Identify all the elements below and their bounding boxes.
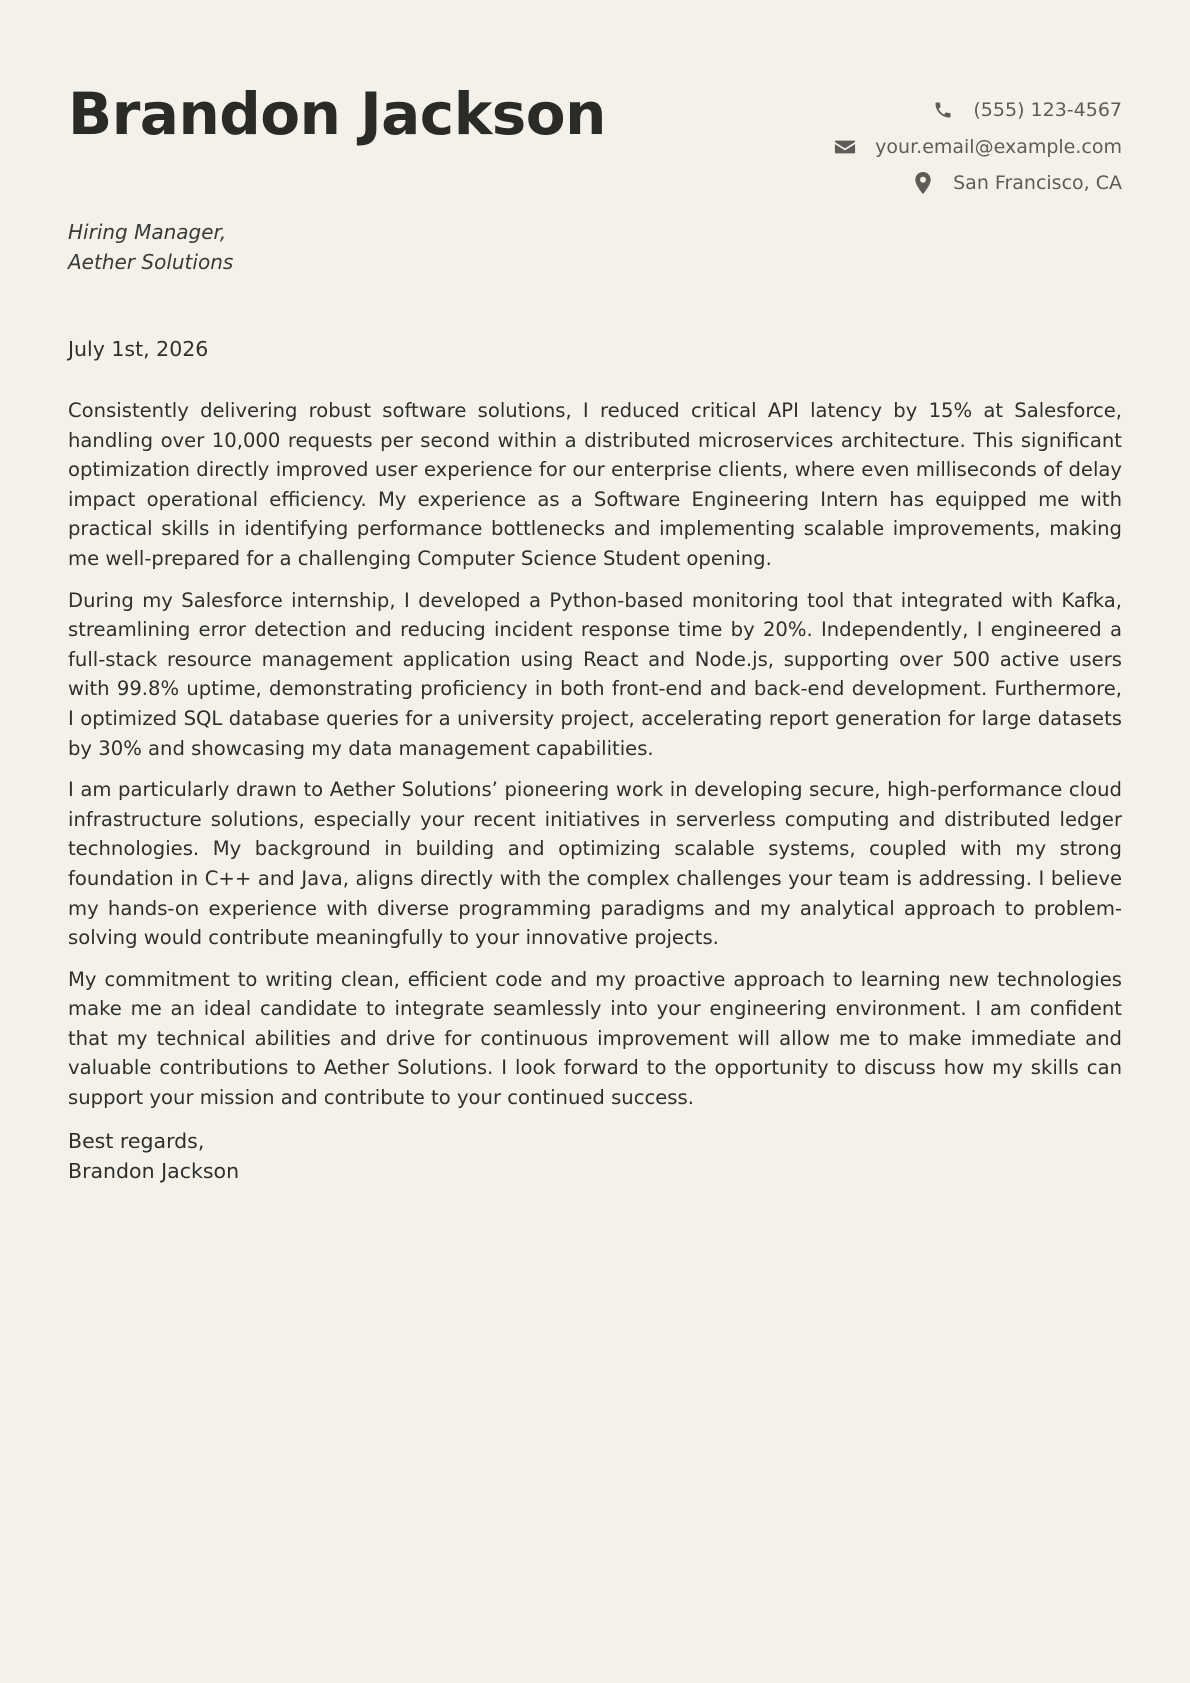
body-paragraph: My commitment to writing clean, efficient code and my proactive approach to learning new technologies make me an ideal candidate to integrate seamlessly into your engineering environment. I am confident that my technical abilities and drive for continuous improvement will allow me to make immediate and valuable contributions to Aether Solutions. I look forward to the opportunity to discuss how my skills can support your mission and contribute to your continued success. [68, 967, 1122, 1110]
closing-signature: Brandon Jackson [68, 1158, 240, 1183]
email-text: your.email@example.com [875, 135, 1122, 158]
contact-email [833, 129, 1122, 166]
body-paragraph: Consistently delivering robust software solutions, I reduced critical API latency by 15% at Salesforce, handling over 10,000 requests per second within a distributed microservices architecture. This significant optimization directly improved user experience for our enterprise clients, where even milliseconds of delay impact operational efficiency. My experience as a Software Engineering Intern has equipped me with practical skills in identifying performance bottlenecks and implementing scalable improvements, making me well-prepared for a challenging Computer Science Student opening. [68, 399, 1122, 570]
closing-salutation: Best regards, [68, 1129, 205, 1153]
recipient-title: Hiring Manager, [68, 220, 227, 244]
applicant-name: Brandon Jackson [68, 80, 606, 148]
letter-closing [68, 1127, 239, 1186]
letter-header [68, 0, 1122, 200]
letter-date: July 1st, 2026 [68, 337, 209, 361]
location-pin-icon [911, 171, 935, 195]
recipient-company: Aether Solutions [68, 249, 234, 274]
envelope-icon [833, 135, 857, 159]
contact-location [911, 165, 1122, 202]
body-paragraph: I am particularly drawn to Aether Solutions’ pioneering work in developing secure, high-performance cloud infrastructure solutions, especially your recent initiatives in serverless computing and distributed ledger technologies. My background in building and optimizing scalable systems, coupled with my strong foundation in C++ and Java, aligns directly with the complex challenges your team is addressing. I believe my hands-on experience with diverse programming paradigms and my analytical approach to problem-solving would contribute meaningfully to your innovative projects. [68, 778, 1122, 950]
recipient-block [68, 218, 233, 277]
contact-phone [931, 92, 1122, 129]
phone-icon [931, 98, 955, 122]
letter-body [68, 396, 1122, 1125]
location-text: San Francisco, CA [953, 172, 1122, 195]
contact-info [833, 92, 1122, 202]
phone-text: (555) 123-4567 [973, 99, 1122, 122]
cover-letter-page [68, 0, 1122, 1683]
body-paragraph: During my Salesforce internship, I developed a Python-based monitoring tool that integrated with Kafka, streamlining error detection and reducing incident response time by 20%. Independently, I engineered a full-stack resource management application using React and Node.js, supporting over 500 active users with 99.8% uptime, demonstrating proficiency in both front-end and back-end development. Furthermore, I optimized SQL database queries for a university project, accelerating report generation for large datasets by 30% and showcasing my data management capabilities. [68, 588, 1122, 760]
